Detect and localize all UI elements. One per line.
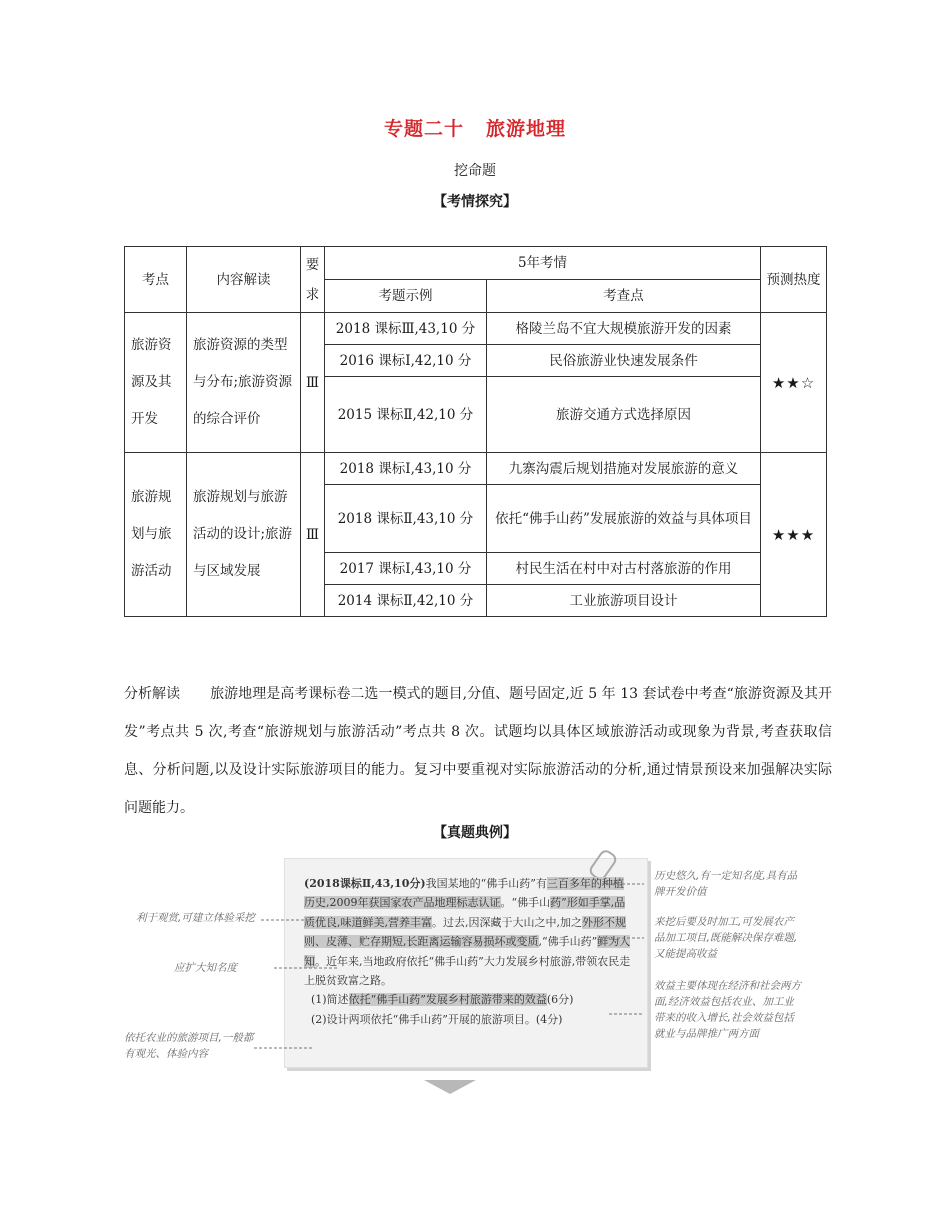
point-cell: 格陵兰岛不宜大规模旅游开发的因素 (487, 313, 761, 345)
example-figure (124, 850, 826, 1100)
example-cell: 2017 课标Ⅰ,43,10 分 (325, 553, 487, 585)
topic-cell: 旅游资源及其开发 (125, 313, 187, 453)
point-cell: 工业旅游项目设计 (487, 585, 761, 617)
header-yaoqiu: 要求 (301, 247, 325, 313)
header-heat: 预测热度 (761, 247, 827, 313)
header-kaodian: 考点 (125, 247, 187, 313)
point-cell: 旅游交通方式选择原因 (487, 377, 761, 453)
section-heading-example: 【真题典例】 (433, 825, 517, 841)
header-five-year: 5年考情 (325, 247, 761, 280)
question-text: (2018课标Ⅱ,43,10分)我国某地的“佛手山药”有三百多年的种植历史,2009年获国家农产品地理标志认证。“佛手山药”形如手掌,品质优良,味道鲜美,营养丰富。过去,因深藏于大山之中,加之外形不规则、皮薄、贮存期短,长距离运输容易损坏或变质,“佛手山药”鲜为人知。近年来,当地政府依托“佛手山药”大力发展乡村旅游,带领农民走上脱贫致富之路。 (1)简述依托“佛手山药”发展乡村旅游带来的效益(6分) (2)设计两项依托“佛手山药”开展的旅游项目。(4分) (304, 877, 631, 1026)
subtitle: 挖命题 (454, 163, 496, 179)
requirement-cell: Ⅲ (301, 313, 325, 453)
analysis-body: 旅游地理是高考课标卷二选一模式的题目,分值、题号固定,近 5 年 13 套试卷中考查“旅游资源及其开发”考点共 5 次,考查“旅游规划与旅游活动”考点共 8 次。试题均以具体区域旅游活动或现象为背景,考查获取信息、分析问题,以及设计实际旅游项目的能力。复习中要重视对实际旅游活动的分析,通过情景预设来加强解决实际问题能力。 (124, 686, 833, 816)
annotation-note: 应扩大知名度 (174, 962, 237, 974)
content-cell: 旅游资源的类型与分布;旅游资源的综合评价 (187, 313, 301, 453)
example-cell: 2018 课标Ⅱ,43,10 分 (325, 485, 487, 553)
point-cell: 民俗旅游业快速发展条件 (487, 345, 761, 377)
header-point: 考查点 (487, 280, 761, 313)
requirement-cell: Ⅲ (301, 453, 325, 617)
topic-cell: 旅游规划与旅游活动 (125, 453, 187, 617)
example-cell: 2014 课标Ⅱ,42,10 分 (325, 585, 487, 617)
example-cell: 2018 课标Ⅲ,43,10 分 (325, 313, 487, 345)
header-example: 考题示例 (325, 280, 487, 313)
heat-rating: ★★☆ (761, 313, 827, 453)
point-cell: 依托“佛手山药”发展旅游的效益与具体项目 (487, 485, 761, 553)
point-cell: 九寨沟震后规划措施对发展旅游的意义 (487, 453, 761, 485)
annotation-note: 来挖后要及时加工,可发展农产品加工项目,既能解决保存难题,又能提高收益 (654, 916, 798, 960)
analysis-lead: 分析解读 (124, 686, 181, 702)
annotation-note: 依托农业的旅游项目,一般都有观光、体验内容 (124, 1032, 254, 1060)
page-title: 专题二十 旅游地理 (383, 118, 567, 140)
annotation-note: 利于观赏,可建立体验采挖 (136, 912, 255, 924)
exam-overview-table (124, 246, 827, 617)
content-cell: 旅游规划与旅游活动的设计;旅游与区域发展 (187, 453, 301, 617)
point-cell: 村民生活在村中对古村落旅游的作用 (487, 553, 761, 585)
analysis-paragraph (124, 675, 832, 827)
heat-rating: ★★★ (761, 453, 827, 617)
annotation-note: 历史悠久,有一定知名度,具有品牌开发价值 (654, 870, 798, 898)
annotation-note: 效益主要体现在经济和社会两方面,经济效益包括农业、加工业带来的收入增长,社会效益包括就业与品牌推广两方面 (654, 980, 801, 1040)
header-neirong: 内容解读 (187, 247, 301, 313)
example-cell: 2018 课标Ⅰ,43,10 分 (325, 453, 487, 485)
example-cell: 2015 课标Ⅱ,42,10 分 (325, 377, 487, 453)
down-arrow-icon (424, 1080, 476, 1094)
section-heading-exam: 【考情探究】 (433, 194, 517, 210)
example-cell: 2016 课标Ⅰ,42,10 分 (325, 345, 487, 377)
